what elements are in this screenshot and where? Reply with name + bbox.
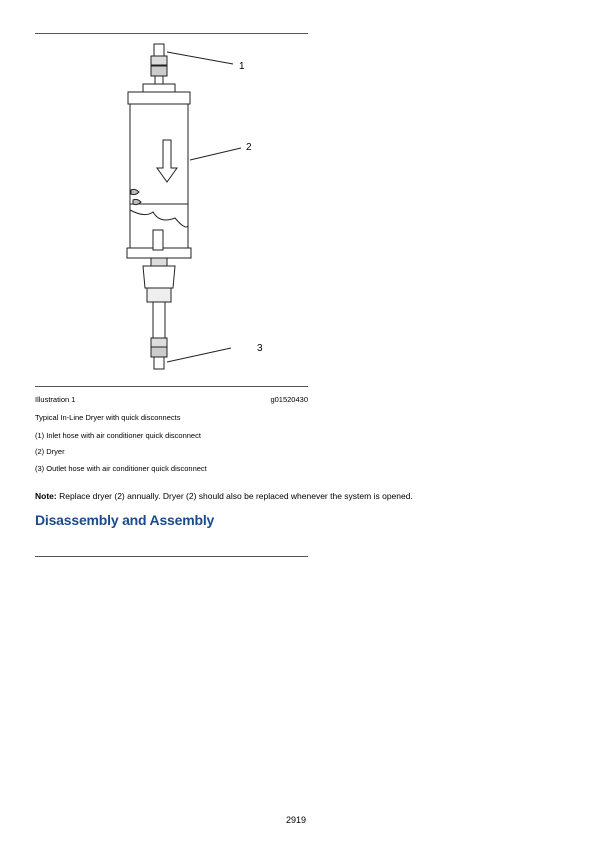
inlet-collar	[143, 84, 175, 92]
inlet-nut-2	[151, 66, 167, 76]
caption-rule	[35, 386, 308, 387]
section-heading: Disassembly and Assembly	[35, 512, 215, 528]
inlet-cap	[154, 44, 164, 56]
note-paragraph	[35, 491, 555, 501]
caption-title: Typical In-Line Dryer with quick disconnects	[35, 413, 181, 422]
outlet-cap	[154, 357, 164, 369]
graphic-id: g01520430	[270, 395, 308, 404]
section-rule	[35, 556, 308, 557]
top-rule	[35, 33, 308, 34]
outlet-nut	[151, 338, 167, 347]
callout-1: 1	[239, 61, 245, 72]
caption-item-2: (2) Dryer	[35, 447, 65, 456]
caption-item-3: (3) Outlet hose with air conditioner quick disconnect	[35, 464, 207, 473]
illustration-label: Illustration 1	[35, 395, 76, 404]
dryer-cap	[128, 92, 190, 104]
caption-item-1: (1) Inlet hose with air conditioner quick disconnect	[35, 431, 201, 440]
note-label: Note:	[35, 491, 57, 501]
inlet-nut	[151, 56, 167, 65]
callout-3: 3	[257, 343, 263, 354]
page-number: 2919	[286, 815, 307, 825]
dryer-illustration	[35, 40, 308, 380]
outlet-nut-2	[151, 347, 167, 357]
callout-2: 2	[246, 142, 252, 153]
note-text: Replace dryer (2) annually. Dryer (2) should also be replaced whenever the system is opened.	[56, 491, 413, 501]
